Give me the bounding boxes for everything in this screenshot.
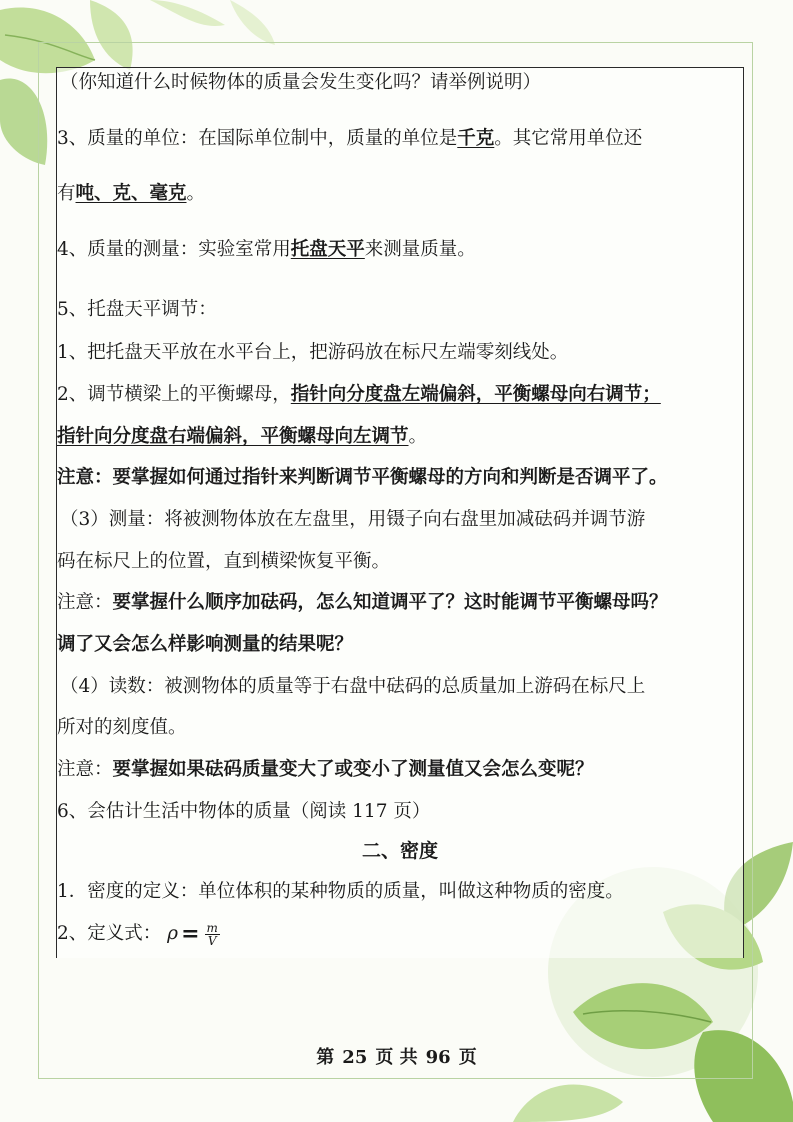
text-line: 2、调节横梁上的平衡螺母，指针向分度盘左端偏斜，平衡螺母向右调节； bbox=[57, 384, 661, 405]
note-line: 注意：要掌握什么顺序加砝码，怎么知道调平了？这时能调节平衡螺母吗？ bbox=[57, 592, 668, 613]
density-formula: ρ = $\frac{m}{V}$ bbox=[167, 920, 218, 948]
text-line: 3、质量的单位：在国际单位制中，质量的单位是千克。其它常用单位还 bbox=[57, 128, 643, 149]
note-line: 注意：要掌握如果砝码质量变大了或变小了测量值又会怎么变呢？ bbox=[57, 759, 594, 780]
text-line: 4、质量的测量：实验室常用托盘天平来测量质量。 bbox=[57, 239, 476, 260]
text-line: 指针向分度盘右端偏斜，平衡螺母向左调节。 bbox=[57, 426, 428, 447]
page-footer: 第 25 页 共 96 页 bbox=[316, 1047, 477, 1068]
text-line: 所对的刻度值。 bbox=[57, 717, 187, 738]
note-line: 注意：要掌握如何通过指针来判断调节平衡螺母的方向和判断是否调平了。 bbox=[57, 467, 668, 488]
text-line: 码在标尺上的位置，直到横梁恢复平衡。 bbox=[57, 551, 391, 572]
text-line: 5、托盘天平调节： bbox=[57, 299, 217, 320]
note-line: 调了又会怎么样影响测量的结果呢？ bbox=[57, 634, 354, 655]
current-page-number: 25 bbox=[342, 1047, 368, 1068]
formula-line: 2、定义式： ρ = $\frac{m}{V}$ bbox=[57, 920, 218, 948]
total-pages: 96 bbox=[425, 1047, 451, 1068]
section-heading: 二、密度 bbox=[361, 840, 438, 862]
text-line: 有吨、克、毫克。 bbox=[57, 183, 206, 204]
text-line: （你知道什么时候物体的质量会发生变化吗？请举例说明） bbox=[60, 72, 542, 93]
text-line: 1、把托盘天平放在水平台上，把游码放在标尺左端零刻线处。 bbox=[57, 342, 569, 363]
text-line: 6、会估计生活中物体的质量（阅读 117 页） bbox=[57, 801, 431, 822]
text-line: 1．密度的定义：单位体积的某种物质的质量，叫做这种物质的密度。 bbox=[57, 881, 624, 902]
text-line: （3）测量：将被测物体放在左盘里，用镊子向右盘里加减砝码并调节游 bbox=[60, 509, 646, 530]
text-line: （4）读数：被测物体的质量等于右盘中砝码的总质量加上游码在标尺上 bbox=[60, 676, 646, 697]
